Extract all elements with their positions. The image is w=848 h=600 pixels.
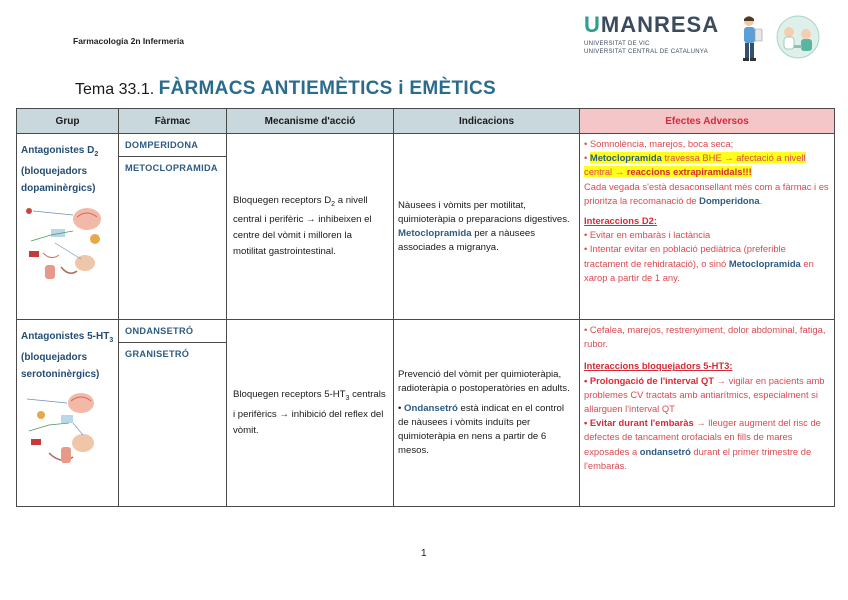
- col-header-mecanisme: Mecanisme d'acció: [227, 109, 394, 134]
- drug-cell: [119, 320, 227, 507]
- adverse-text: • Metoclopramida travessa BHE → afectació a nivell central → reaccions extrapiramidals!!!: [584, 152, 806, 178]
- table-header-row: [17, 109, 835, 134]
- interaction-item: • Prolongació de l'interval QT → vigilar en pacients amb problemes CV tractats amb antiarítmics, especialment si allarguen l'interval QT: [584, 374, 825, 415]
- indication-text: Prevenció del vòmit per quimioteràpia, radioteràpia o postoperatòries en adults.: [398, 369, 570, 394]
- umanresa-logo: [584, 12, 834, 64]
- interactions-title: Interaccions bloquejadors 5-HT3:: [584, 360, 733, 372]
- dopamine-pathway-diagram: [21, 201, 113, 285]
- table-row: [17, 134, 835, 320]
- col-header-efectes-adversos: Efectes Adversos: [580, 109, 835, 134]
- adverse-effects-cell: [580, 134, 835, 320]
- group-label: Antagonistes $D_2$ (bloquejadors dopaminèrgics): [21, 145, 99, 194]
- drug-cell: [119, 134, 227, 320]
- logo-wordmark: UMANRESA: [584, 12, 720, 37]
- group-cell: [17, 134, 119, 320]
- drug-ondansetro: ONDANSETRÓ: [125, 326, 194, 336]
- interaction-item: • Intentar evitar en població pediàtrica (preferible tractament de rehidratació), o sinó Metoclopramida en xarop a partir de 1 any.: [584, 243, 814, 283]
- course-header: Farmacologia 2n Infermeria: [73, 36, 185, 46]
- nurse-illustration-icon: [772, 14, 824, 60]
- col-header-grup: Grup: [17, 109, 119, 134]
- adverse-effects-cell: [580, 320, 835, 507]
- antiemetics-table: [16, 108, 835, 507]
- drug-domperidona: DOMPERIDONA: [125, 140, 199, 150]
- drug-granisetro: GRANISETRÓ: [119, 342, 226, 365]
- interactions-title: Interaccions D2:: [584, 215, 657, 227]
- table-row: [17, 320, 835, 507]
- group-cell: [17, 320, 119, 507]
- logo-subtitle: UNIVERSITAT DE VIC UNIVERSITAT CENTRAL DE CATALUNYA: [584, 41, 709, 55]
- adverse-text: • Somnolència, marejos, boca seca;: [584, 138, 734, 149]
- adverse-text: Cada vegada s'està desaconsellant més com a fàrmac i es prioritza la recomanació de Domperidona.: [584, 180, 829, 206]
- indications-cell: Nàusees i vòmits per motilitat, quimioteràpia o preparacions digestives. Metoclopramida per a nàusees associades a migranya.: [394, 134, 580, 320]
- person-illustration-icon: [736, 14, 764, 62]
- indication-text: • Ondansetró està indicat en el control de nàusees i vòmits induïts per quimioteràpia en nens a partir de 6 mesos.: [398, 403, 565, 456]
- mechanism-cell: Bloquegen receptors $5-HT_3$ centrals i perifèrics → inhibició del reflex del vòmit.: [227, 320, 394, 507]
- indications-cell: [394, 320, 580, 507]
- page-title: Tema 33.1. FÀRMACS ANTIEMÈTICS i EMÈTICS: [75, 78, 496, 99]
- interaction-item: • Evitar durant l'embaràs → lleuger augment del risc de defectes de tancament orofacials en fills de mares exposades a ondansetró durant el primer trimestre de l'embaràs.: [584, 417, 821, 471]
- page-number: 1: [421, 548, 427, 559]
- group-label: Antagonistes $5-HT_3$ (bloquejadors serotoninèrgics): [21, 331, 114, 380]
- adverse-text: • Cefalea, marejos, restrenyiment, dolor abdominal, fatiga, rubor.: [584, 324, 826, 350]
- col-header-farmac: Fàrmac: [119, 109, 227, 134]
- serotonin-pathway-diagram: [21, 387, 113, 471]
- drug-metoclopramida: METOCLOPRAMIDA: [119, 156, 226, 179]
- col-header-indicacions: Indicacions: [394, 109, 580, 134]
- mechanism-cell: Bloquegen receptors $D_2$ a nivell central i perifèric → inhibeixen el centre del vòmit i milloren la motilitat gastrointestinal.: [227, 134, 394, 320]
- interaction-item: • Evitar en embaràs i lactància: [584, 229, 711, 241]
